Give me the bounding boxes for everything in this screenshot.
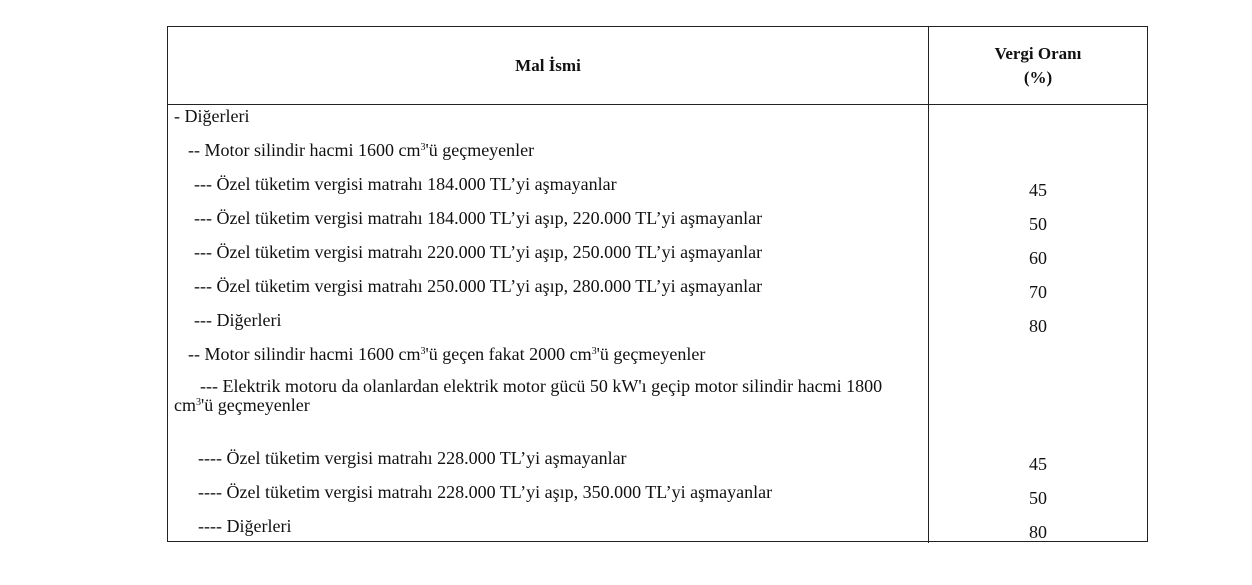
header-tax-rate xyxy=(929,27,1147,104)
header-tax-rate-unit: (%) xyxy=(1023,67,1053,87)
table-row xyxy=(168,235,1147,269)
header-goods-name: Mal İsmi xyxy=(168,27,929,104)
superscript: 3 xyxy=(196,397,201,408)
row-goods-name: ---- Diğerleri xyxy=(198,516,292,536)
row-tax-rate xyxy=(929,377,1147,441)
row-tax-rate: 80 xyxy=(1029,316,1047,336)
tax-rate-table xyxy=(167,26,1148,542)
table-row xyxy=(168,475,1147,509)
table-row xyxy=(168,167,1147,201)
table-row xyxy=(168,105,1147,133)
row-text-part: 'ü geçmeyenler xyxy=(596,344,706,364)
header-tax-rate-title: Vergi Oranı xyxy=(994,43,1082,63)
row-tax-rate: 50 xyxy=(1029,214,1047,234)
row-text-part: 'ü geçen fakat 2000 cm xyxy=(425,344,592,364)
superscript: 3 xyxy=(591,346,597,357)
row-text-part: -- Motor silindir hacmi 1600 cm xyxy=(188,140,421,160)
row-text-part: 'ü geçmeyenler xyxy=(201,395,310,415)
row-goods-name xyxy=(168,133,929,167)
table-row xyxy=(168,441,1147,475)
row-goods-name: --- Özel tüketim vergisi matrahı 184.000 TL’yi aşıp, 220.000 TL’yi aşmayanlar xyxy=(194,208,763,228)
row-goods-name: --- Özel tüketim vergisi matrahı 184.000 TL’yi aşmayanlar xyxy=(194,174,617,194)
row-tax-rate: 45 xyxy=(1029,454,1047,474)
row-text-part: --- Elektrik motoru da olanlardan elektrik motor gücü 50 kW'ı geçip motor silindir hacmi 1800 cm xyxy=(174,376,883,415)
row-tax-rate: 50 xyxy=(1029,488,1047,508)
row-goods-name: ---- Özel tüketim vergisi matrahı 228.000 TL’yi aşmayanlar xyxy=(198,448,627,468)
row-tax-rate xyxy=(929,337,1147,371)
row-tax-rate: 60 xyxy=(1029,248,1047,268)
row-tax-rate xyxy=(929,105,1147,133)
row-tax-rate: 45 xyxy=(1029,180,1047,200)
table-row xyxy=(168,371,1147,441)
row-text-part: 'ü geçmeyenler xyxy=(425,140,535,160)
table-row xyxy=(168,201,1147,235)
row-goods-name: --- Özel tüketim vergisi matrahı 250.000 TL’yi aşıp, 280.000 TL’yi aşmayanlar xyxy=(194,276,763,296)
row-goods-name xyxy=(168,337,929,371)
row-goods-name: --- Özel tüketim vergisi matrahı 220.000 TL’yi aşıp, 250.000 TL’yi aşmayanlar xyxy=(194,242,763,262)
superscript: 3 xyxy=(420,346,426,357)
superscript: 3 xyxy=(420,142,426,153)
table-row xyxy=(168,509,1147,543)
row-goods-name: --- Diğerleri xyxy=(194,310,282,330)
row-tax-rate: 70 xyxy=(1029,282,1047,302)
row-tax-rate: 80 xyxy=(1029,522,1047,542)
table-row xyxy=(168,337,1147,371)
table-row xyxy=(168,303,1147,337)
row-text-part: -- Motor silindir hacmi 1600 cm xyxy=(188,344,421,364)
row-tax-rate xyxy=(929,133,1147,167)
row-goods-name: ---- Özel tüketim vergisi matrahı 228.000 TL’yi aşıp, 350.000 TL’yi aşmayanlar xyxy=(198,482,773,502)
table-row xyxy=(168,269,1147,303)
table-header xyxy=(168,27,1147,105)
column-divider xyxy=(928,105,929,543)
table-row xyxy=(168,133,1147,167)
row-goods-name xyxy=(168,377,929,441)
row-goods-name: - Diğerleri xyxy=(174,106,250,126)
table-body xyxy=(168,105,1147,543)
